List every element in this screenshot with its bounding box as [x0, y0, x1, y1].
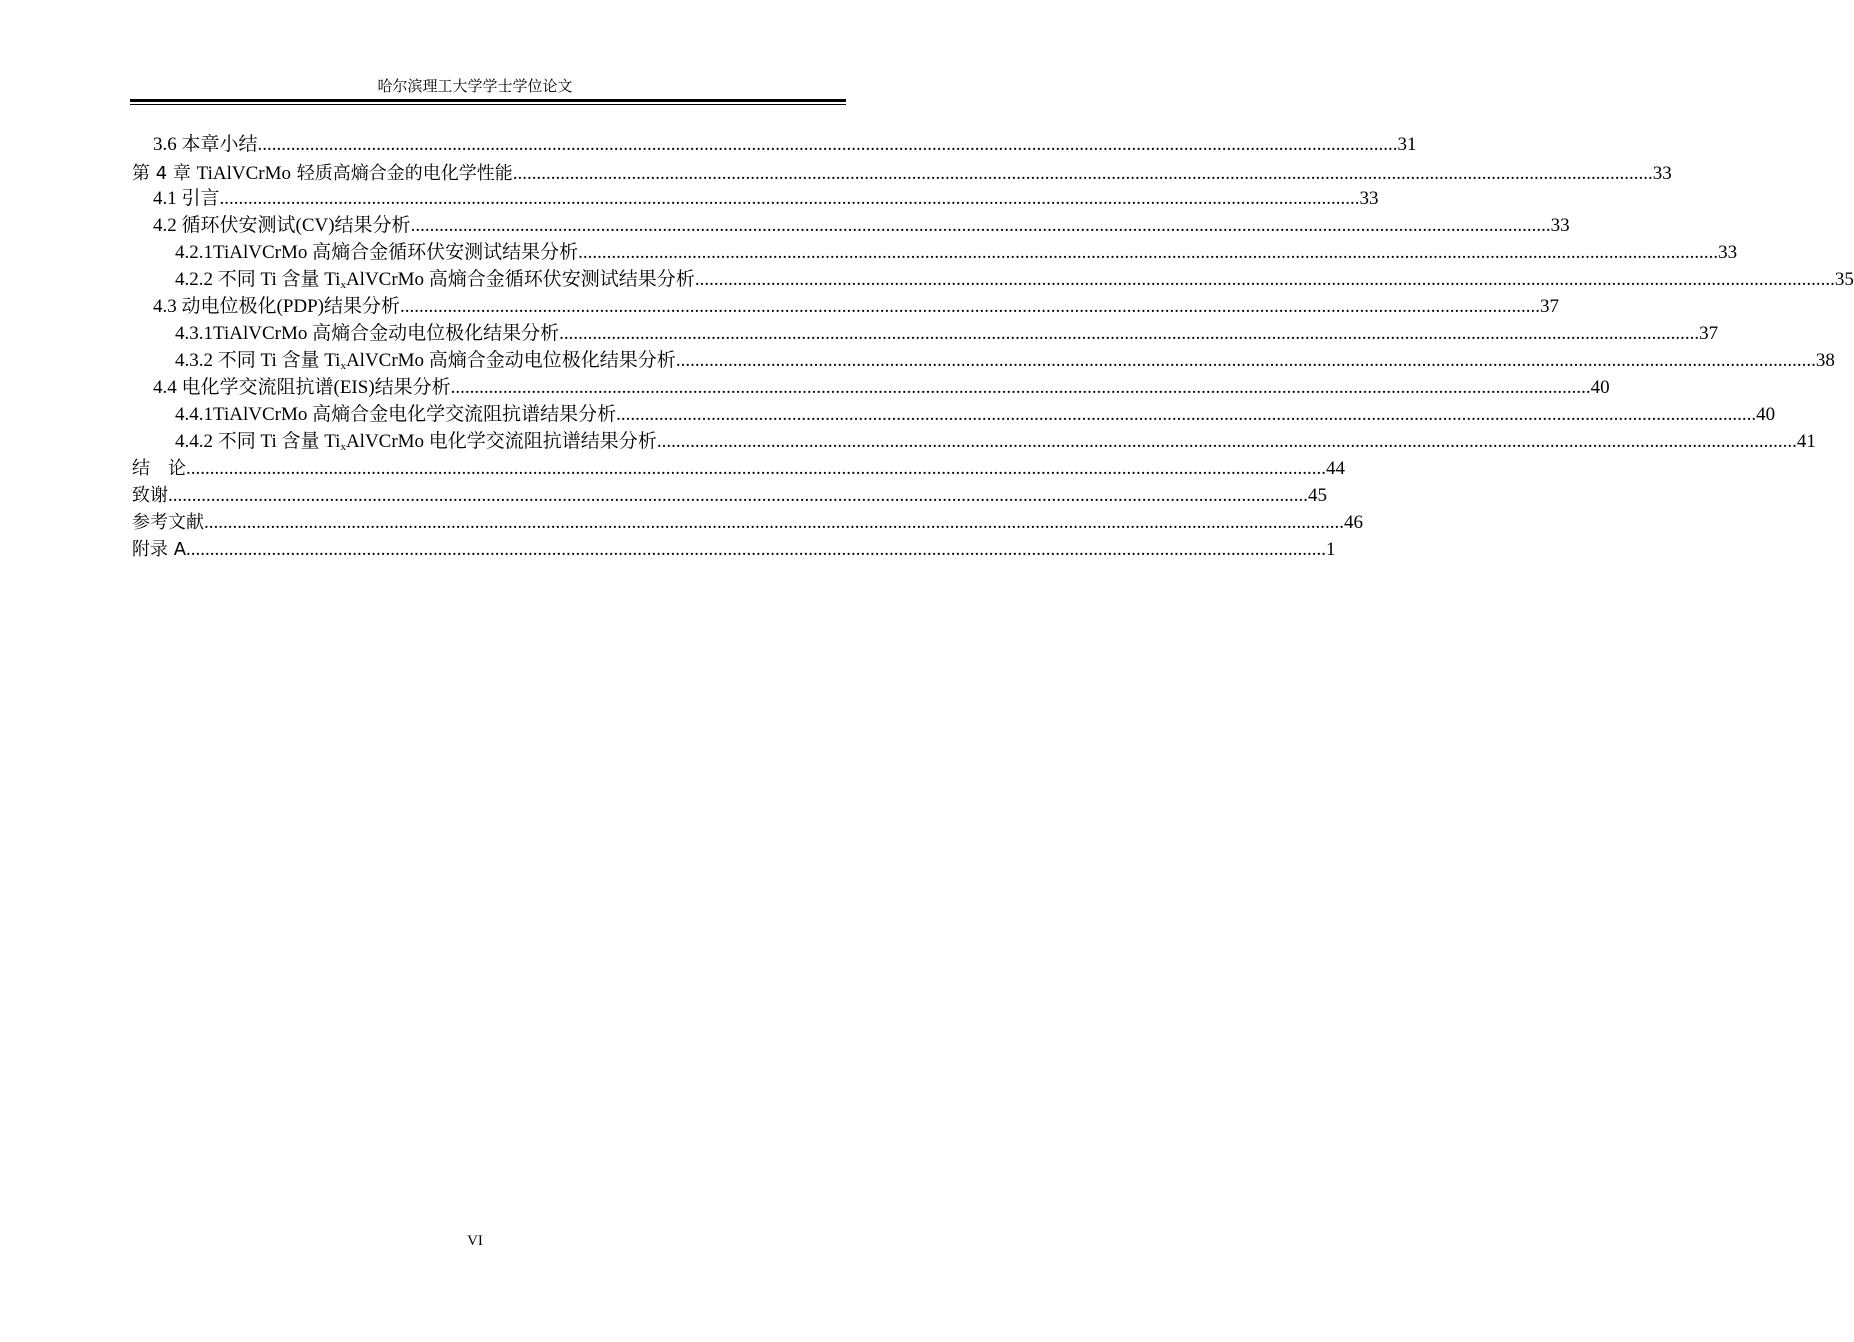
toc-entry-acknowledgements[interactable]: [132, 483, 1327, 509]
toc-entry-title: 致谢: [132, 485, 168, 506]
toc-entry-chapter-4[interactable]: [132, 161, 1672, 187]
toc-entry-references[interactable]: [132, 510, 1363, 536]
toc-entry-conclusion[interactable]: [132, 456, 1345, 482]
running-header: 哈尔滨理工大学学士学位论文: [377, 79, 573, 95]
toc-page-number: 44: [1326, 458, 1345, 479]
toc-page-number: 33: [1359, 188, 1379, 209]
toc-entry-title: [175, 267, 695, 293]
toc-leader-dots: ................................................................................................................................................................................................................................................: [450, 377, 1591, 398]
toc-leader-dots: ................................................................................................................................................................................................................................................: [675, 350, 1816, 371]
toc-entry-appendix-a[interactable]: [132, 537, 1336, 563]
toc-title-prefix: 第 4 章: [132, 163, 197, 184]
toc-page-number: 46: [1344, 512, 1363, 533]
header-rule-thick: [130, 99, 846, 102]
toc-leader-dots: ................................................................................................................................................................................................................................................: [656, 431, 1797, 452]
toc-title-part: AlVCrMo 电化学交流阻抗谱结果分析: [345, 431, 657, 452]
toc-entry-title: 4.2 循环伏安测试(CV)结果分析: [153, 215, 411, 236]
toc-title-suffix: 轻质高熵合金的电化学性能: [290, 163, 513, 184]
toc-page-number: 35: [1834, 269, 1854, 290]
toc-leader-dots: ................................................................................................................................................................................................................................................: [168, 485, 1308, 506]
toc-entry-4-3-1[interactable]: [175, 321, 1719, 347]
toc-entry-4-3[interactable]: [153, 294, 1560, 320]
toc-title-part: 4.4.2 不同 Ti 含量 Ti: [175, 431, 341, 452]
toc-title-subscript: x: [340, 360, 346, 372]
toc-entry-4-2-1[interactable]: [175, 240, 1738, 266]
toc-leader-dots: ................................................................................................................................................................................................................................................: [204, 512, 1344, 533]
toc-leader-dots: ................................................................................................................................................................................................................................................: [219, 188, 1360, 209]
toc-entry-title: 4.4.1TiAlVCrMo 高熵合金电化学交流阻抗谱结果分析: [175, 404, 617, 425]
toc-title-part: 4.2.2 不同 Ti 含量 Ti: [175, 269, 341, 290]
toc-leader-dots: ................................................................................................................................................................................................................................................: [512, 163, 1653, 184]
toc-page-number: 37: [1699, 323, 1719, 344]
toc-page-number: 33: [1718, 242, 1738, 263]
toc-entry-4-3-2[interactable]: [175, 348, 1835, 374]
toc-title-subscript: x: [340, 279, 346, 291]
toc-page-number: 40: [1756, 404, 1776, 425]
toc-leader-dots: ................................................................................................................................................................................................................................................: [186, 539, 1327, 560]
toc-page-number: 38: [1815, 350, 1835, 371]
toc-entry-title: 附录 A: [132, 539, 187, 560]
toc-title-part: AlVCrMo 高熵合金循环伏安测试结果分析: [345, 269, 695, 290]
toc-entry-4-2[interactable]: [153, 213, 1570, 239]
toc-entry-title: 4.4 电化学交流阻抗谱(EIS)结果分析: [153, 377, 451, 398]
toc-entry-title: [175, 348, 676, 374]
toc-entry-4-1[interactable]: [153, 186, 1379, 212]
toc-entry-3-6[interactable]: [153, 132, 1417, 158]
toc-entry-title: [175, 429, 657, 455]
toc-page-number: 41: [1796, 431, 1816, 452]
toc-entry-title: [132, 161, 513, 187]
header-rule-thin: [130, 104, 846, 105]
toc-entry-title: 4.3 动电位极化(PDP)结果分析: [153, 296, 401, 317]
toc-entry-4-4-2[interactable]: [175, 429, 1816, 455]
toc-entry-title: 3.6 本章小结: [153, 134, 258, 155]
toc-leader-dots: ................................................................................................................................................................................................................................................: [559, 323, 1700, 344]
toc-entry-4-2-2[interactable]: [175, 267, 1854, 293]
toc-leader-dots: ................................................................................................................................................................................................................................................: [616, 404, 1757, 425]
toc-entry-title: 参考文献: [132, 512, 204, 533]
toc-leader-dots: ................................................................................................................................................................................................................................................: [694, 269, 1835, 290]
toc-page-number: 33: [1550, 215, 1570, 236]
toc-leader-dots: ................................................................................................................................................................................................................................................: [410, 215, 1551, 236]
toc-entry-title: 4.1 引言: [153, 188, 220, 209]
toc-entry-4-4[interactable]: [153, 375, 1610, 401]
toc-title-part: 4.3.2 不同 Ti 含量 Ti: [175, 350, 341, 371]
toc-entry-title: 4.2.1TiAlVCrMo 高熵合金循环伏安测试结果分析: [175, 242, 579, 263]
toc-title-latin: TiAlVCrMo: [196, 163, 291, 184]
toc-page-number: 40: [1590, 377, 1610, 398]
toc-page-number: 45: [1308, 485, 1327, 506]
toc-title-part: AlVCrMo 高熵合金动电位极化结果分析: [345, 350, 676, 371]
toc-page-number: 37: [1540, 296, 1560, 317]
toc-page-number: 31: [1397, 134, 1417, 155]
toc-leader-dots: ................................................................................................................................................................................................................................................: [186, 458, 1326, 479]
toc-leader-dots: ................................................................................................................................................................................................................................................: [257, 134, 1398, 155]
toc-title-subscript: x: [340, 441, 346, 453]
toc-entry-title: 结 论: [132, 458, 186, 479]
toc-entry-4-4-1[interactable]: [175, 402, 1776, 428]
toc-page-number: 33: [1652, 163, 1672, 184]
toc-leader-dots: ................................................................................................................................................................................................................................................: [578, 242, 1719, 263]
page-number-footer: VI: [467, 1233, 483, 1249]
toc-page-number: 1: [1326, 539, 1336, 560]
toc-leader-dots: ................................................................................................................................................................................................................................................: [400, 296, 1541, 317]
toc-entry-title: 4.3.1TiAlVCrMo 高熵合金动电位极化结果分析: [175, 323, 560, 344]
